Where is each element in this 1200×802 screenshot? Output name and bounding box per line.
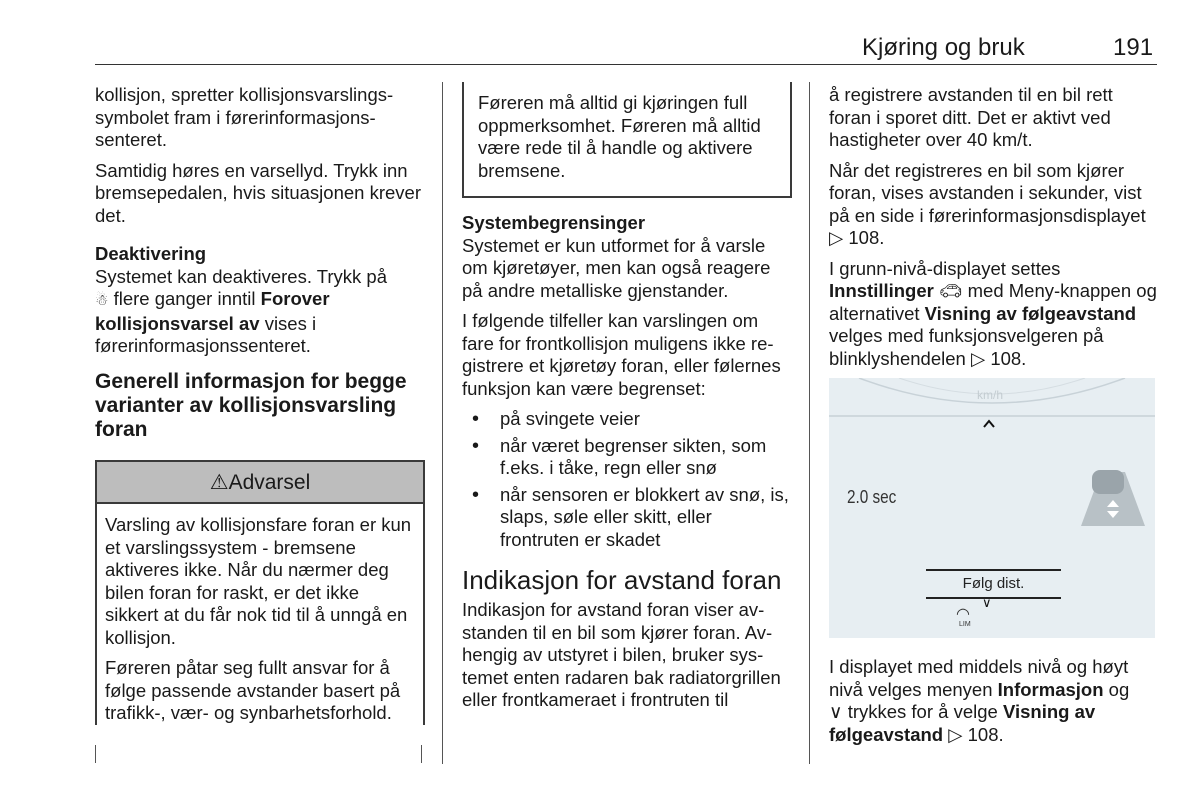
bullet-list bbox=[462, 408, 792, 551]
paragraph: å registrere avstanden til en bil rett foran i sporet ditt. Det er aktivt ved hastigheter over 40 km/t. bbox=[829, 84, 1113, 150]
list-item: • når været begrenser sikten, som f.eks. i tåke, regn eller snø bbox=[462, 435, 792, 480]
column-2 bbox=[462, 82, 792, 720]
running-title: Kjøring og bruk bbox=[862, 34, 1025, 61]
warning-left-edge bbox=[95, 745, 96, 763]
lim-label: LIM bbox=[959, 621, 971, 628]
warning-paragraph: Føreren påtar seg fullt ansvar for å følge passende avstander basert på trafikk-, vær- og synbarhetsforhold. bbox=[105, 657, 401, 723]
page-reference-arrow-icon: ▷ bbox=[948, 723, 963, 745]
paragraph: Systemet er kun utformet for å varsle om kjøretøyer, men kan også reagere på andre metalliske gjenstander. bbox=[462, 234, 771, 301]
paragraph-deactivation: Systemet kan deaktiveres. Trykk på ☃ flere ganger inntil Forover kollisjonsvarsel av vises i førerinformasjonssenteret. bbox=[95, 265, 388, 356]
subheading-limitations: Systembegrensinger bbox=[462, 212, 646, 233]
section-heading-general: Generell informasjon for begge varianter av kollisjonsvarsling foran bbox=[95, 369, 407, 441]
menu-label: Følg dist. bbox=[926, 569, 1061, 599]
header-rule bbox=[95, 64, 1157, 65]
column-3 bbox=[829, 84, 1157, 754]
paragraph: I følgende tilfeller kan varslingen om fare for frontkollisjon muligens ikke registrere et kjøretøy foran, eller følernes funksjon kan være begrenset: bbox=[462, 310, 781, 399]
paragraph: kollisjon, spretter kollisjonsvarslingssymbolet fram i førerinformasjonssenteret. bbox=[95, 84, 394, 150]
warning-header: ⚠Advarsel bbox=[97, 462, 423, 505]
chevron-down-icon: ∨ bbox=[829, 701, 843, 722]
distance-seconds: 2.0 sec bbox=[847, 487, 897, 507]
chevron-up-icon bbox=[984, 421, 994, 427]
warning-continuation-box: Føreren må alltid gi kjøringen full oppmerksomhet. Føreren må alltid være rede til å handle og aktivere bremsene. bbox=[462, 82, 792, 198]
column-divider-2 bbox=[809, 82, 810, 764]
steering-wheel-button-icon: ☃ bbox=[95, 292, 109, 309]
page-reference-arrow-icon: ▷ bbox=[829, 227, 844, 248]
section-heading-distance: Indikasjon for avstand foran bbox=[462, 565, 782, 595]
warning-paragraph: Varsling av kollisjonsfare foran er kun et varslingssystem - bremsene aktiveres ikke. Når du nærmer deg bilen foran for raskt, er det ikke sikkert at du får nok tid til å unngå en kollisjon. bbox=[105, 514, 412, 648]
paragraph-settings: I grunn-nivå-displayet settes Innstillinger 🚗︎ med Meny-knappen og alternativet Visning av følgeavstand velges med funksjonsvelgeren på blinklyshendelen ▷ 108. bbox=[829, 257, 1157, 369]
paragraph-info-menu: I displayet med middels nivå og høyt nivå velges menyen Informasjon og ∨ trykkes for å velge Visning av følgeavstand ▷ 108. bbox=[829, 656, 1130, 745]
paragraph: Samtidig høres en varsellyd. Trykk inn bremsepedalen, hvis situasjonen krever det. bbox=[95, 159, 421, 226]
list-item: • når sensoren er blokkert av snø, is, slaps, søle eller skitt, eller frontruten er skadet bbox=[462, 484, 792, 552]
speed-limiter-icon: ◠ bbox=[956, 606, 970, 623]
subheading-deactivation: Deaktivering bbox=[95, 243, 207, 264]
paragraph-ref: Når det registreres en bil som kjører foran, vises avstanden i sekunder, vist på en side i førerinformasjonsdisplayet ▷ 108. bbox=[829, 159, 1146, 248]
car-icon: 🚗︎ bbox=[938, 280, 963, 301]
page-number: 191 bbox=[1113, 34, 1154, 61]
column-1 bbox=[95, 84, 425, 733]
page-reference-arrow-icon: ▷ bbox=[970, 347, 986, 369]
list-item: • på svingete veier bbox=[462, 408, 792, 431]
chevron-down-icon: ∨ bbox=[982, 595, 992, 610]
warning-box bbox=[95, 460, 425, 725]
driver-info-display bbox=[829, 378, 1155, 638]
warning-triangle-icon: ⚠ bbox=[209, 470, 229, 494]
paragraph: Indikasjon for avstand foran viser avstanden til en bil som kjører foran. Avhengig av utstyret i bilen, bruker systemet enten radaren bak radiatorgrillen eller frontkameraet i frontruten til bbox=[462, 599, 781, 710]
car-ahead-shape bbox=[1092, 470, 1124, 494]
column-divider-1 bbox=[442, 82, 443, 764]
speed-unit: km/h bbox=[977, 388, 1004, 402]
warning-right-edge bbox=[421, 745, 422, 763]
